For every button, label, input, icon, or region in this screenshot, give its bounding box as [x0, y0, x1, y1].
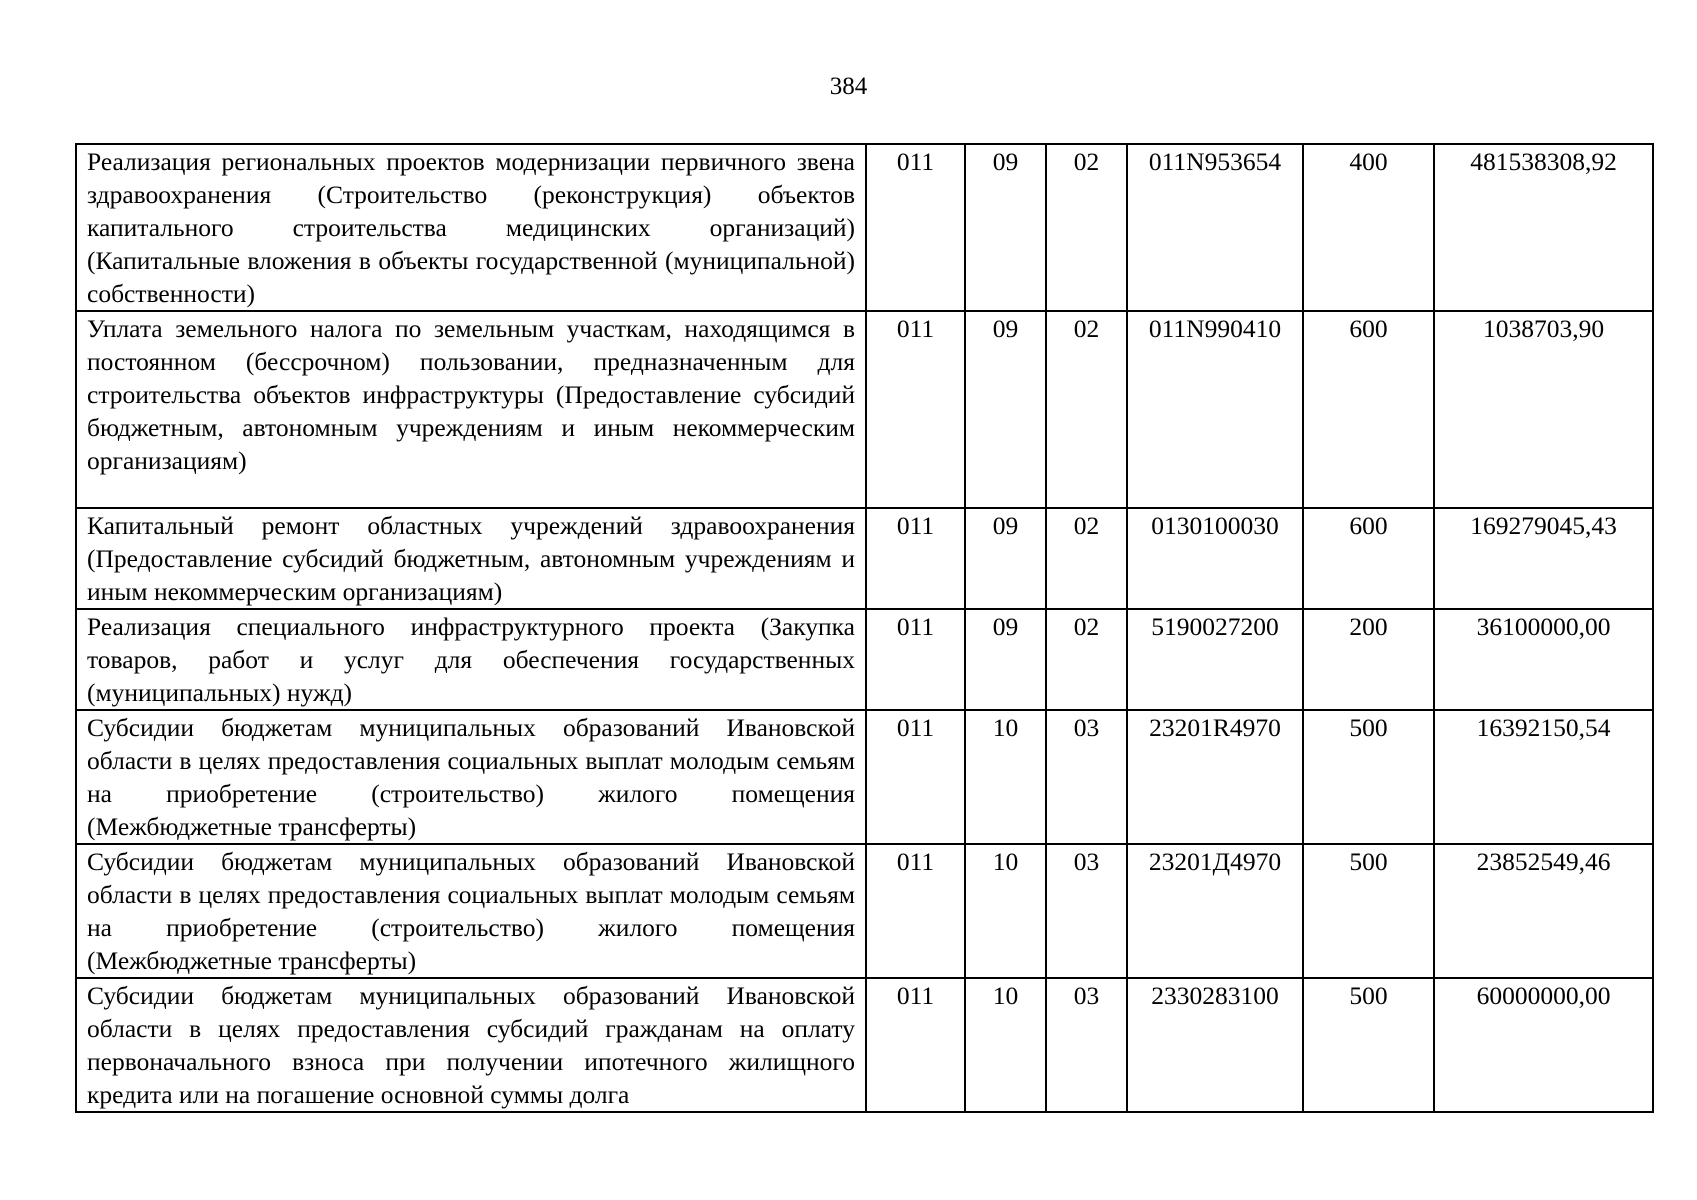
table-row	[76, 978, 1653, 1112]
table-row	[76, 710, 1653, 844]
row-description: Капитальный ремонт областных учреждений здравоохранения (Предоставление субсидий бюджетным, автономным учреждениям и иным некоммерческим организациям)	[76, 508, 866, 609]
target-item-code: 23201R4970	[1127, 710, 1303, 844]
subsection-code: 02	[1046, 609, 1127, 710]
table-row	[76, 609, 1653, 710]
table-row	[76, 508, 1653, 609]
amount: 60000000,00	[1434, 978, 1653, 1112]
expense-type-code: 500	[1303, 978, 1434, 1112]
budget-table	[75, 143, 1654, 1113]
expense-type-code: 600	[1303, 508, 1434, 609]
target-item-code: 011N990410	[1127, 311, 1303, 508]
section-code: 10	[965, 844, 1046, 978]
amount: 481538308,92	[1434, 144, 1653, 311]
section-code: 09	[965, 508, 1046, 609]
target-item-code: 2330283100	[1127, 978, 1303, 1112]
amount: 36100000,00	[1434, 609, 1653, 710]
section-code: 09	[965, 144, 1046, 311]
target-item-code: 23201Д4970	[1127, 844, 1303, 978]
ministry-code: 011	[866, 508, 965, 609]
target-item-code: 5190027200	[1127, 609, 1303, 710]
expense-type-code: 600	[1303, 311, 1434, 508]
ministry-code: 011	[866, 144, 965, 311]
amount: 1038703,90	[1434, 311, 1653, 508]
ministry-code: 011	[866, 978, 965, 1112]
ministry-code: 011	[866, 609, 965, 710]
ministry-code: 011	[866, 710, 965, 844]
section-code: 09	[965, 609, 1046, 710]
expense-type-code: 500	[1303, 844, 1434, 978]
row-description: Субсидии бюджетам муниципальных образований Ивановской области в целях предоставления социальных выплат молодым семьям на приобретение (строительство) жилого помещения (Межбюджетные трансферты)	[76, 710, 866, 844]
row-description: Субсидии бюджетам муниципальных образований Ивановской области в целях предоставления социальных выплат молодым семьям на приобретение (строительство) жилого помещения (Межбюджетные трансферты)	[76, 844, 866, 978]
subsection-code: 02	[1046, 311, 1127, 508]
row-description: Реализация специального инфраструктурного проекта (Закупка товаров, работ и услуг для обеспечения государственных (муниципальных) нужд)	[76, 609, 866, 710]
subsection-code: 03	[1046, 844, 1127, 978]
expense-type-code: 200	[1303, 609, 1434, 710]
table-row	[76, 144, 1653, 311]
expense-type-code: 400	[1303, 144, 1434, 311]
row-description: Реализация региональных проектов модернизации первичного звена здравоохранения (Строительство (реконструкция) объектов капитального строительства медицинских организаций) (Капитальные вложения в объекты государственной (муниципальной) собственности)	[76, 144, 866, 311]
subsection-code: 02	[1046, 144, 1127, 311]
amount: 16392150,54	[1434, 710, 1653, 844]
target-item-code: 011N953654	[1127, 144, 1303, 311]
section-code: 09	[965, 311, 1046, 508]
page-number: 384	[829, 73, 868, 100]
expense-type-code: 500	[1303, 710, 1434, 844]
target-item-code: 0130100030	[1127, 508, 1303, 609]
section-code: 10	[965, 978, 1046, 1112]
subsection-code: 03	[1046, 710, 1127, 844]
ministry-code: 011	[866, 844, 965, 978]
subsection-code: 03	[1046, 978, 1127, 1112]
amount: 23852549,46	[1434, 844, 1653, 978]
table-row	[76, 311, 1653, 508]
row-description: Субсидии бюджетам муниципальных образований Ивановской области в целях предоставления субсидий гражданам на оплату первоначального взноса при получении ипотечного жилищного кредита или на погашение основной суммы долга	[76, 978, 866, 1112]
amount: 169279045,43	[1434, 508, 1653, 609]
row-description: Уплата земельного налога по земельным участкам, находящимся в постоянном (бессрочном) пользовании, предназначенным для строительства объектов инфраструктуры (Предоставление субсидий бюджетным, автономным учреждениям и иным некоммерческим организациям)	[76, 311, 866, 508]
section-code: 10	[965, 710, 1046, 844]
ministry-code: 011	[866, 311, 965, 508]
table-row	[76, 844, 1653, 978]
subsection-code: 02	[1046, 508, 1127, 609]
